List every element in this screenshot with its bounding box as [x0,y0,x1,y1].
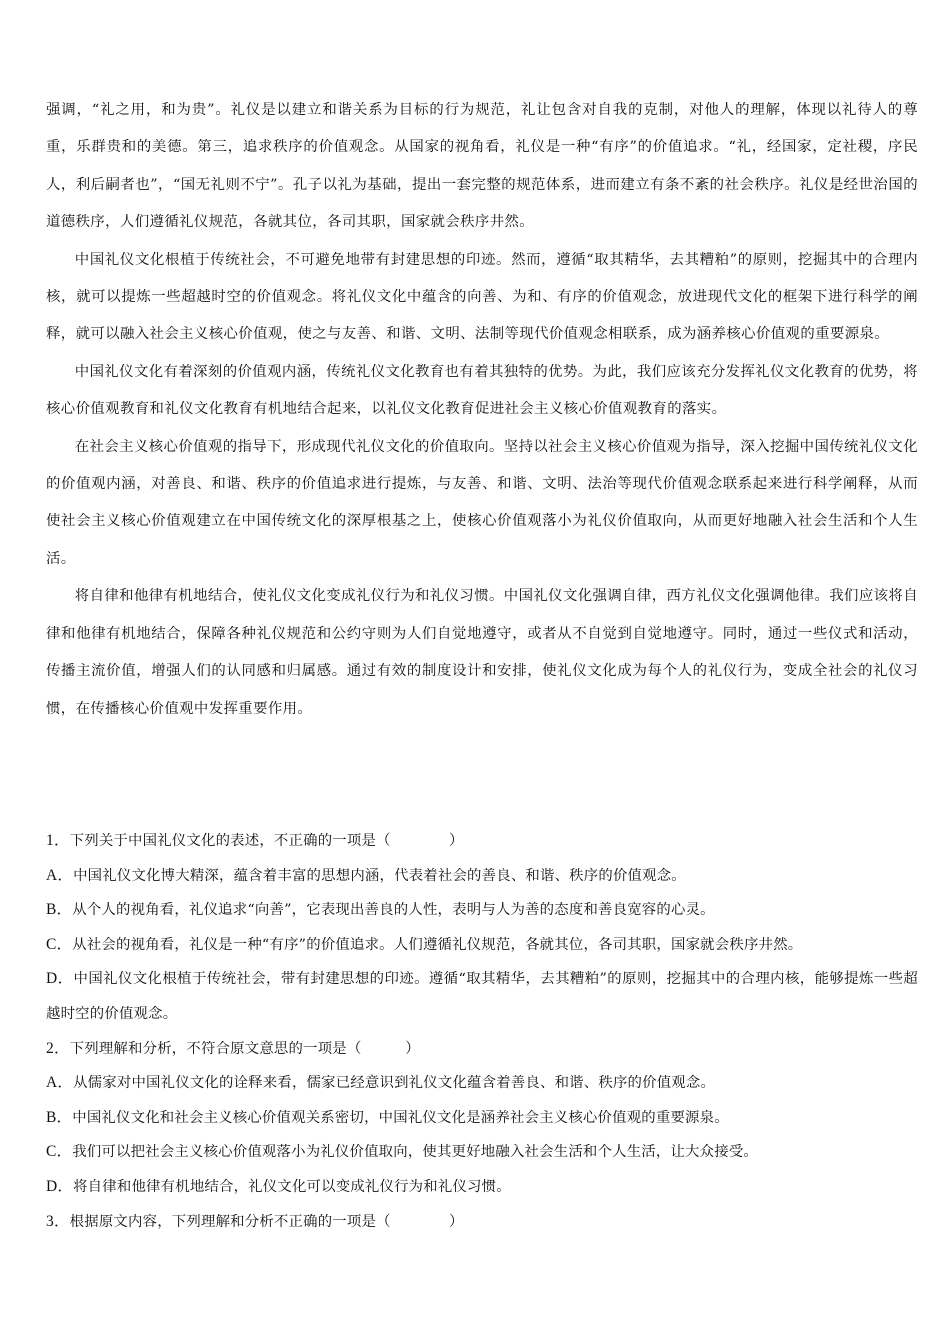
question-number: 3． [46,1212,70,1230]
option-text: 我们可以把社会主义核心价值观落小为礼仪价值取向，使其更好地融入社会生活和个人生活，让大众接受。 [72,1144,759,1161]
question-1-option-d [46,962,918,1031]
option-text: 将自律和他律有机地结合，礼仪文化可以变成礼仪行为和礼仪习惯。 [73,1178,511,1195]
option-text: 中国礼仪文化和社会主义核心价值观关系密切，中国礼仪文化是涵养社会主义核心价值观的重要源泉。 [72,1109,729,1126]
question-1-stem [46,824,918,859]
passage-paragraph-3: 中国礼仪文化有着深刻的价值观内涵，传统礼仪文化教育也有着其独特的优势。为此，我们应该充分发挥礼仪文化教育的优势，将核心价值观教育和礼仪文化教育有机地结合起来，以礼仪文化教育促进社会主义核心价值观教育的落实。 [46,363,918,418]
option-label: D． [46,970,74,988]
option-text: 中国礼仪文化根植于传统社会，带有封建思想的印迹。遵循“取其精华，去其糟粕”的原则，挖掘其中的合理内核，能够提炼一些超越时空的价值观念。 [46,971,918,1022]
option-text: 从个人的视角看，礼仪追求“向善”，它表现出善良的人性，表明与人为善的态度和善良宽容的心灵。 [72,902,715,919]
question-2-option-b [46,1101,918,1136]
question-number: 2． [46,1039,70,1057]
passage-paragraph-4: 在社会主义核心价值观的指导下，形成现代礼仪文化的价值取向。坚持以社会主义核心价值观为指导，深入挖掘中国传统礼仪文化的价值观内涵，对善良、和谐、秩序的价值追求进行提炼，与友善、和谐、文明、法治等现代价值观念联系起来进行科学阐释，从而使社会主义核心价值观建立在中国传统文化的深厚根基之上，使核心价值观落小为礼仪价值取向，从而更好地融入社会生活和个人生活。 [46,438,918,567]
question-number: 1． [46,832,70,849]
question-3-stem [46,1205,918,1240]
option-text: 从儒家对中国礼仪文化的诠释来看，儒家已经意识到礼仪文化蕴含着善良、和谐、秩序的价值观念。 [73,1075,716,1092]
option-label: B． [46,901,73,919]
reading-passage [46,92,918,728]
question-2-option-d [46,1170,918,1205]
question-2-option-a [46,1066,918,1101]
question-text: 下列理解和分析，不符合原文意思的一项是（ ） [69,1040,420,1057]
option-text: 中国礼仪文化博大精深，蕴含着丰富的思想内涵，代表着社会的善良、和谐、秩序的价值观念。 [73,867,686,884]
question-1-option-a [46,859,918,894]
passage-paragraph-5: 将自律和他律有机地结合，使礼仪文化变成礼仪行为和礼仪习惯。中国礼仪文化强调自律，西方礼仪文化强调他律。我们应该将自律和他律有机地结合，保障各种礼仪规范和公约守则为人们自觉地遵守，或者从不自觉到自觉地遵守。同时，通过一些仪式和活动，传播主流价值，增强人们的认同感和归属感。通过有效的制度设计和安排，使礼仪文化成为每个人的礼仪行为，变成全社会的礼仪习惯，在传播核心价值观中发挥重要作用。 [46,588,918,717]
question-2-option-c [46,1135,918,1170]
option-label: A． [46,1074,74,1092]
option-label: C． [46,935,73,953]
option-label: A． [46,866,74,884]
question-section [46,824,918,1239]
option-text: 从社会的视角看，礼仪是一种“有序”的价值追求。人们遵循礼仪规范，各就其位，各司其职，国家就会秩序井然。 [72,936,803,953]
passage-paragraph-2: 中国礼仪文化根植于传统社会，不可避免地带有封建思想的印迹。然而，遵循“取其精华，去其糟粕”的原则，挖掘其中的合理内核，就可以提炼一些超越时空的价值观念。将礼仪文化中蕴含的向善、为和、有序的价值观念，放进现代文化的框架下进行科学的阐释，就可以融入社会主义核心价值观，使之与友善、和谐、文明、法制等现代价值观念相联系，成为涵养核心价值观的重要源泉。 [46,251,918,343]
question-1-option-b [46,893,918,928]
option-label: B． [46,1108,73,1126]
question-1-option-c [46,928,918,963]
question-text: 下列关于中国礼仪文化的表述，不正确的一项是（ ） [69,833,464,849]
question-2-stem [46,1032,918,1067]
passage-paragraph-1: 强调，“礼之用，和为贵”。礼仪是以建立和谐关系为目标的行为规范，礼让包含对自我的克制，对他人的理解，体现以礼待人的尊重，乐群贵和的美德。第三，追求秩序的价值观念。从国家的视角看，礼仪是一种“有序”的价值追求。“礼，经国家，定社稷，序民人，利后嗣者也”，“国无礼则不宁”。孔子以礼为基础，提出一套完整的规范体系，进而建立有条不紊的社会秩序。礼仪是经世治国的道德秩序，人们遵循礼仪规范，各就其位，各司其职，国家就会秩序井然。 [46,102,918,231]
question-text: 根据原文内容，下列理解和分析不正确的一项是（ ） [69,1213,464,1230]
option-label: C． [46,1143,73,1161]
option-label: D． [46,1177,74,1195]
